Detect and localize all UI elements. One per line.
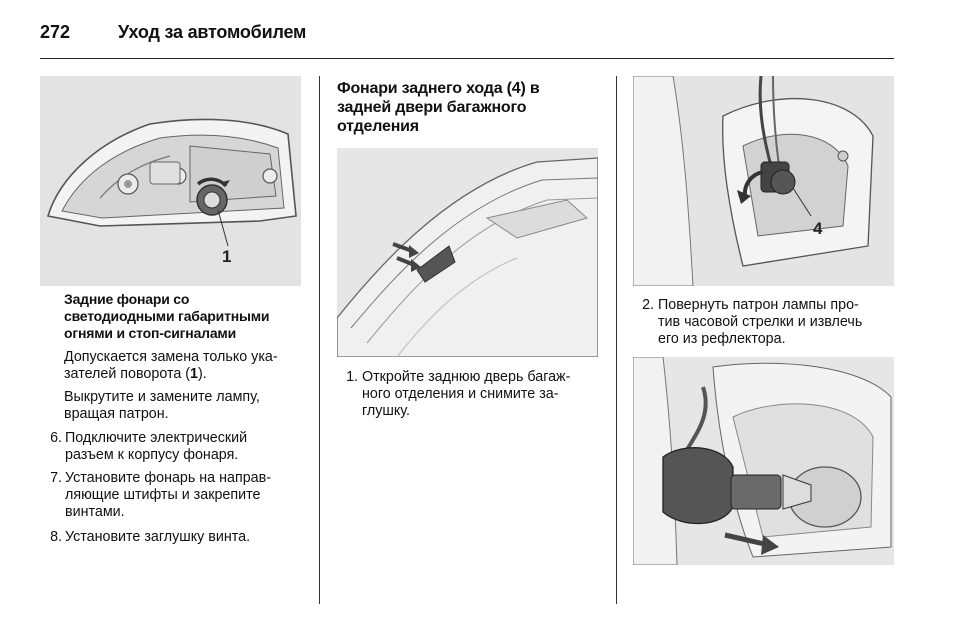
column-divider-right: [616, 76, 617, 604]
left-paragraph-1: Допускается замена только ука- зателей поворота (1).: [64, 349, 278, 382]
page-header: [40, 18, 892, 58]
lamp-holder-illustration: [633, 76, 894, 286]
tailgate-cover-illustration: [337, 148, 598, 357]
bulb-removal-illustration: [633, 357, 894, 565]
section-title: Уход за автомобилем: [118, 22, 307, 42]
lamp-holder-callout-label: 4: [813, 219, 823, 238]
page-number: 272: [40, 22, 71, 42]
left-subheading: Задние фонари со светодиодными габаритными огнями и стоп-сигналами: [64, 291, 270, 341]
callout-ref-1: 1: [190, 366, 198, 382]
header-rule: [40, 58, 894, 59]
taillight-illustration: [40, 76, 301, 286]
column-divider-left: [319, 76, 320, 604]
taillight-callout-label: 1: [222, 247, 232, 266]
middle-heading: Фонари заднего хода (4) в задней двери багажного отделения: [337, 80, 540, 135]
left-paragraph-2: Выкрутите и замените лампу, вращая патрон.: [64, 389, 260, 422]
